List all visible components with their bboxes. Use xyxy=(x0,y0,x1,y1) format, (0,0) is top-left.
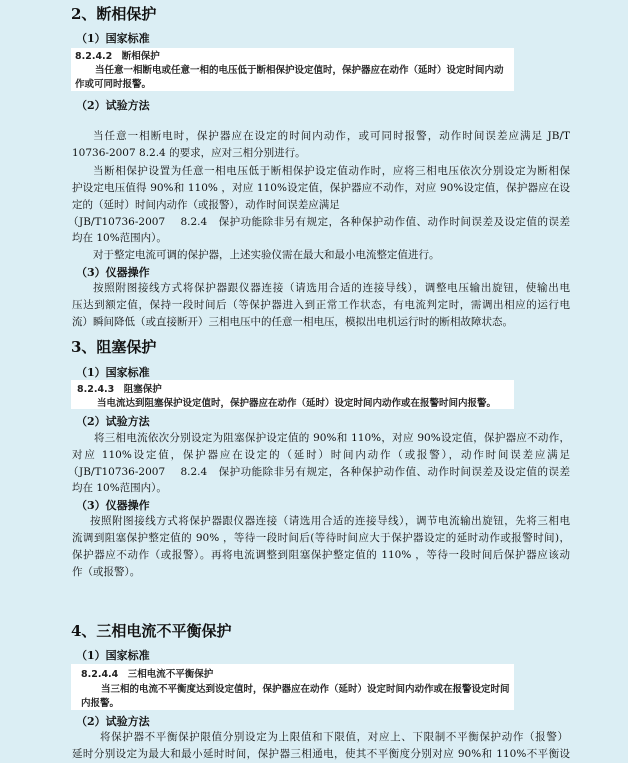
paragraph-line: 定的（延时）时间内动作（或报警），动作时间误差应满足 xyxy=(72,199,340,211)
subheading-test-method: （2）试验方法 xyxy=(76,415,150,428)
paragraph-line: 保护器应不动作（或报警）。再将电流调整到阻塞保护整定值的 110% ，等待一段时间后保护器应该动 xyxy=(72,549,570,561)
paragraph-line: 当任意一相断电时，保护器应在设定的时间内动作，或可同时报警，动作时间误差应满足 JB/T xyxy=(93,130,570,142)
subheading-standard: （1）国家标准 xyxy=(76,649,150,662)
subheading-standard: （1）国家标准 xyxy=(76,366,150,379)
subheading-operation: （3）仪器操作 xyxy=(76,499,150,512)
paragraph-line: 护设定电压值得 90%和 110% ，对应 110%设定值，保护器应不动作，对应 90%设定值，保护器应在设 xyxy=(72,182,570,194)
subheading-standard: （1）国家标准 xyxy=(76,32,150,45)
paragraph-line: 对应 110%设定值，保护器应在设定的（延时）时间内动作（或报警），动作时间误差应满足 xyxy=(72,449,570,461)
paragraph-line: 延时分别设定为最大和最小延时时间，保护器三相通电，使其不平衡度分别对应 90%和 110%不平衡设 xyxy=(72,748,570,760)
paragraph-line: （JB/T10736-2007 8.2.4 保护功能除非另有规定，各种保护动作值、动作时间误差及设定值的误差 xyxy=(68,466,570,478)
standard-code: 8.2.4.3 阻塞保护 xyxy=(77,384,162,395)
standard-code: 8.2.4.2 断相保护 xyxy=(75,51,160,62)
section-heading: 4、三相电流不平衡保护 xyxy=(71,622,232,640)
standard-line: 内报警。 xyxy=(81,698,120,709)
paragraph-line: 按照附图接线方式将保护器跟仪器连接（请选用合适的连接导线），调整电压输出旋钮，使输出电 xyxy=(93,282,570,294)
standard-code: 8.2.4.4 三相电流不平衡保护 xyxy=(81,669,214,680)
paragraph-line: 10736-2007 8.2.4 的要求，应对三相分别进行。 xyxy=(72,147,306,159)
paragraph-line: 流）瞬间降低（或直接断开）三相电压中的任意一相电压，模拟出电机运行时的断相故障状态。 xyxy=(72,316,513,328)
paragraph-line: 当断相保护设置为任意一相电压低于断相保护设定值动作时，应将三相电压依次分别设定为断相保 xyxy=(93,165,570,177)
paragraph-line: 压达到额定值，保持一段时间后（等保护器进入到正常工作状态，有电流判定时，需调出相应的运行电 xyxy=(72,299,570,311)
paragraph-line: 将三相电流依次分别设定为阻塞保护设定值的 90%和 110%，对应 90%设定值，保护器应不动作， xyxy=(94,432,570,444)
paragraph-line: 均在 10%范围内）。 xyxy=(72,482,167,494)
paragraph-line: 流调到阻塞保护整定值的 90% ，等待一段时间后(等待时间应大于保护器设定的延时动作或报警时间)， xyxy=(72,532,570,544)
paragraph-line: 均在 10%范围内）。 xyxy=(72,232,167,244)
subheading-test-method: （2）试验方法 xyxy=(76,99,150,112)
paragraph-line: 对于整定电流可调的保护器，上述实验仪需在最大和最小电流整定值进行。 xyxy=(93,249,440,261)
standard-excerpt xyxy=(71,380,514,409)
standard-excerpt xyxy=(71,48,514,91)
paragraph-line: 按照附图接线方式将保护器跟仪器连接（请选用合适的连接导线），调节电流输出旋钮，先将三相电 xyxy=(90,515,570,527)
standard-line: 当三相的电流不平衡度达到设定值时，保护器应在动作（延时）设定时间内动作或在报警设定时间 xyxy=(101,684,510,695)
standard-line: 作或可同时报警。 xyxy=(75,79,152,90)
paragraph-line: （JB/T10736-2007 8.2.4 保护功能除非另有规定，各种保护动作值、动作时间误差及设定值的误差 xyxy=(68,216,570,228)
standard-line: 当任意一相断电或任意一相的电压低于断相保护设定值时，保护器应在动作（延时）设定时间内动 xyxy=(95,65,504,76)
section-heading: 3、阻塞保护 xyxy=(71,338,157,356)
standard-line: 当电流达到阻塞保护设定值时，保护器应在动作（延时）设定时间内动作或在报警时间内报警。 xyxy=(97,398,497,409)
subheading-operation: （3）仪器操作 xyxy=(76,266,150,279)
standard-excerpt xyxy=(71,664,514,710)
paragraph-line: 作（或报警）。 xyxy=(72,566,141,578)
paragraph-line: 将保护器不平衡保护限值分别设定为上限值和下限值，对应上、下限制不平衡保护动作（报警） xyxy=(100,731,568,743)
section-heading: 2、断相保护 xyxy=(71,5,157,23)
subheading-test-method: （2）试验方法 xyxy=(76,715,150,728)
